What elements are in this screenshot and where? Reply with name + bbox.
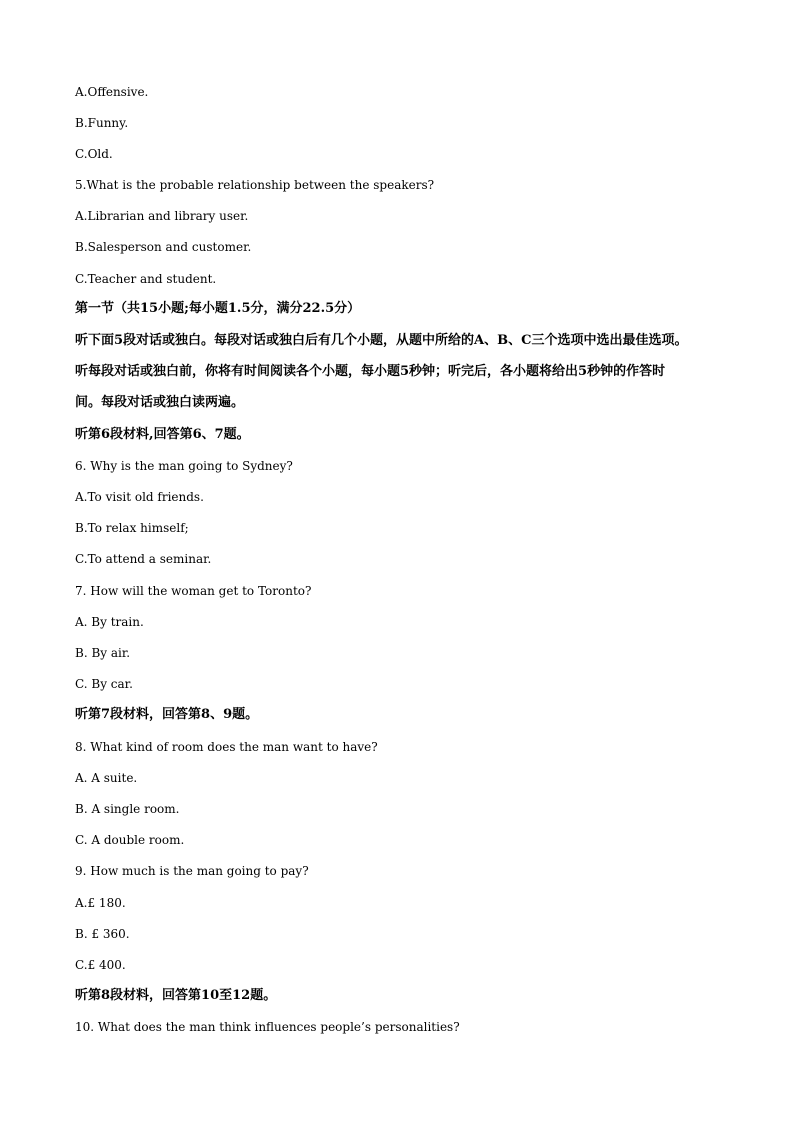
option-7b: B. By air. bbox=[75, 646, 131, 660]
option-9b: B. £ 360. bbox=[75, 927, 130, 941]
question-6: 6. Why is the man going to Sydney? bbox=[75, 459, 293, 473]
question-5: 5.What is the probable relationship between the speakers? bbox=[75, 178, 435, 192]
option-5a: A.Librarian and library user. bbox=[75, 209, 249, 223]
option-8a: A. A suite. bbox=[75, 771, 138, 785]
material-6-heading: 听第6段材料,回答第6、7题。 bbox=[75, 427, 250, 442]
question-7: 7. How will the woman get to Toronto? bbox=[75, 584, 312, 598]
instructions-line-2: 听每段对话或独白前，你将有时间阅读各个小题，每小题5秒钟；听完后，各小题将给出5秒钟的作答时 bbox=[75, 364, 666, 379]
material-7-heading: 听第7段材料，回答第8、9题。 bbox=[75, 707, 259, 722]
option-6b: B.To relax himself; bbox=[75, 521, 189, 535]
option-8c: C. A double room. bbox=[75, 833, 185, 847]
option-5c: C.Teacher and student. bbox=[75, 272, 217, 286]
instructions-line-1: 听下面5段对话或独白。每段对话或独白后有几个小题，从题中所给的A、B、C三个选项中选出最佳选项。 bbox=[75, 333, 688, 348]
option-7c: C. By car. bbox=[75, 677, 133, 691]
option-4b: B.Funny. bbox=[75, 116, 129, 130]
option-8b: B. A single room. bbox=[75, 802, 180, 816]
question-10: 10. What does the man think influences people’s personalities? bbox=[75, 1020, 460, 1034]
option-9a: A.£ 180. bbox=[75, 896, 126, 910]
section-heading: 第一节（共15小题;每小题1.5分，满分22.5分） bbox=[75, 301, 361, 316]
option-7a: A. By train. bbox=[75, 615, 144, 629]
option-6c: C.To attend a seminar. bbox=[75, 552, 212, 566]
question-9: 9. How much is the man going to pay? bbox=[75, 864, 309, 878]
option-4a: A.Offensive. bbox=[75, 85, 149, 99]
option-4c: C.Old. bbox=[75, 147, 113, 161]
question-8: 8. What kind of room does the man want to have? bbox=[75, 740, 378, 754]
option-9c: C.£ 400. bbox=[75, 958, 126, 972]
instructions-line-3: 间。每段对话或独白读两遍。 bbox=[75, 395, 245, 410]
option-6a: A.To visit old friends. bbox=[75, 490, 204, 504]
material-8-heading: 听第8段材料，回答第10至12题。 bbox=[75, 988, 277, 1003]
option-5b: B.Salesperson and customer. bbox=[75, 240, 252, 254]
